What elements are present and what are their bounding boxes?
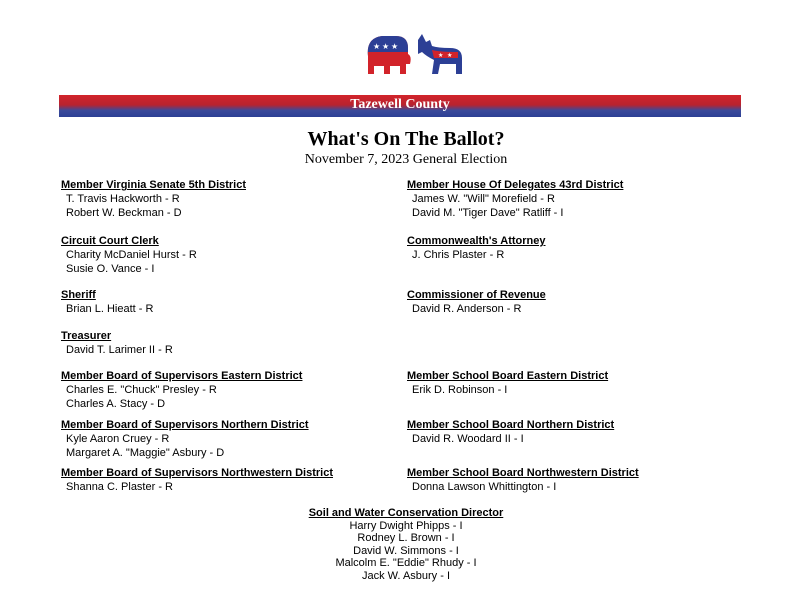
race-block xyxy=(407,466,639,494)
candidate: Erik D. Robinson - I xyxy=(412,384,508,396)
race-block xyxy=(407,369,608,397)
candidate: Susie O. Vance - I xyxy=(66,263,155,275)
candidate: Charles A. Stacy - D xyxy=(66,398,166,410)
candidate: James W. "Will" Morefield - R xyxy=(412,193,555,205)
race-title: Member Board of Supervisors Northern District xyxy=(61,419,309,431)
race-block xyxy=(407,418,614,446)
race-block xyxy=(407,178,623,220)
race-block xyxy=(61,288,153,316)
candidate: David T. Larimer II - R xyxy=(66,344,173,356)
candidate: Donna Lawson Whittington - I xyxy=(412,481,557,493)
svg-text:★: ★ xyxy=(438,53,444,59)
party-mascots-logo xyxy=(360,30,470,82)
race-title: Soil and Water Conservation Director xyxy=(308,507,504,519)
candidate: T. Travis Hackworth - R xyxy=(66,193,180,205)
candidate: Margaret A. "Maggie" Asbury - D xyxy=(66,447,225,459)
county-banner xyxy=(59,95,741,117)
candidate: David R. Anderson - R xyxy=(412,303,522,315)
race-block xyxy=(61,178,246,220)
candidate: Jack W. Asbury - I xyxy=(361,569,451,582)
race-title: Member Virginia Senate 5th District xyxy=(61,179,247,191)
candidate: David W. Simmons - I xyxy=(353,544,459,557)
candidate: Malcolm E. "Eddie" Rhudy - I xyxy=(335,557,477,569)
race-title: Circuit Court Clerk xyxy=(61,235,159,247)
candidate: David M. "Tiger Dave" Ratliff - I xyxy=(412,207,564,219)
race-block xyxy=(61,329,173,357)
candidate: Shanna C. Plaster - R xyxy=(66,481,173,493)
candidate: Charity McDaniel Hurst - R xyxy=(66,249,197,261)
race-block xyxy=(61,234,197,276)
candidate: Robert W. Beckman - D xyxy=(66,207,182,219)
race-title: Member Board of Supervisors Northwestern District xyxy=(61,467,334,479)
republican-elephant-icon xyxy=(368,36,411,74)
election-date: November 7, 2023 General Election xyxy=(304,152,508,167)
race-title: Sheriff xyxy=(61,289,96,301)
race-title: Member Board of Supervisors Eastern District xyxy=(61,370,303,382)
race-title: Member School Board Eastern District xyxy=(407,370,609,382)
race-title: Member School Board Northwestern District xyxy=(407,467,639,479)
page-title: What's On The Ballot? xyxy=(307,128,505,150)
candidate: Charles E. "Chuck" Presley - R xyxy=(66,384,217,396)
race-title: Member School Board Northern District xyxy=(407,419,615,431)
race-block xyxy=(407,288,546,316)
svg-text:★: ★ xyxy=(373,42,381,51)
race-title: Treasurer xyxy=(61,330,112,342)
candidate: Kyle Aaron Cruey - R xyxy=(66,433,170,445)
race-block xyxy=(61,369,302,411)
race-block xyxy=(61,418,309,460)
race-title: Commonwealth's Attorney xyxy=(407,235,546,247)
svg-text:★: ★ xyxy=(382,42,390,51)
soil-water-race xyxy=(0,507,812,582)
candidate: David R. Woodard II - I xyxy=(412,433,524,445)
svg-text:★: ★ xyxy=(391,42,399,51)
county-name: Tazewell County xyxy=(350,97,450,112)
race-block xyxy=(61,466,333,494)
candidate: J. Chris Plaster - R xyxy=(412,249,505,261)
candidate: Harry Dwight Phipps - I xyxy=(349,519,463,532)
race-title: Member House Of Delegates 43rd District xyxy=(407,179,624,191)
race-title: Commissioner of Revenue xyxy=(407,289,546,301)
svg-text:★: ★ xyxy=(447,53,453,59)
candidate: Rodney L. Brown - I xyxy=(357,532,455,544)
democrat-donkey-icon xyxy=(418,34,462,74)
race-block xyxy=(407,234,546,262)
candidate: Brian L. Hieatt - R xyxy=(66,303,154,315)
